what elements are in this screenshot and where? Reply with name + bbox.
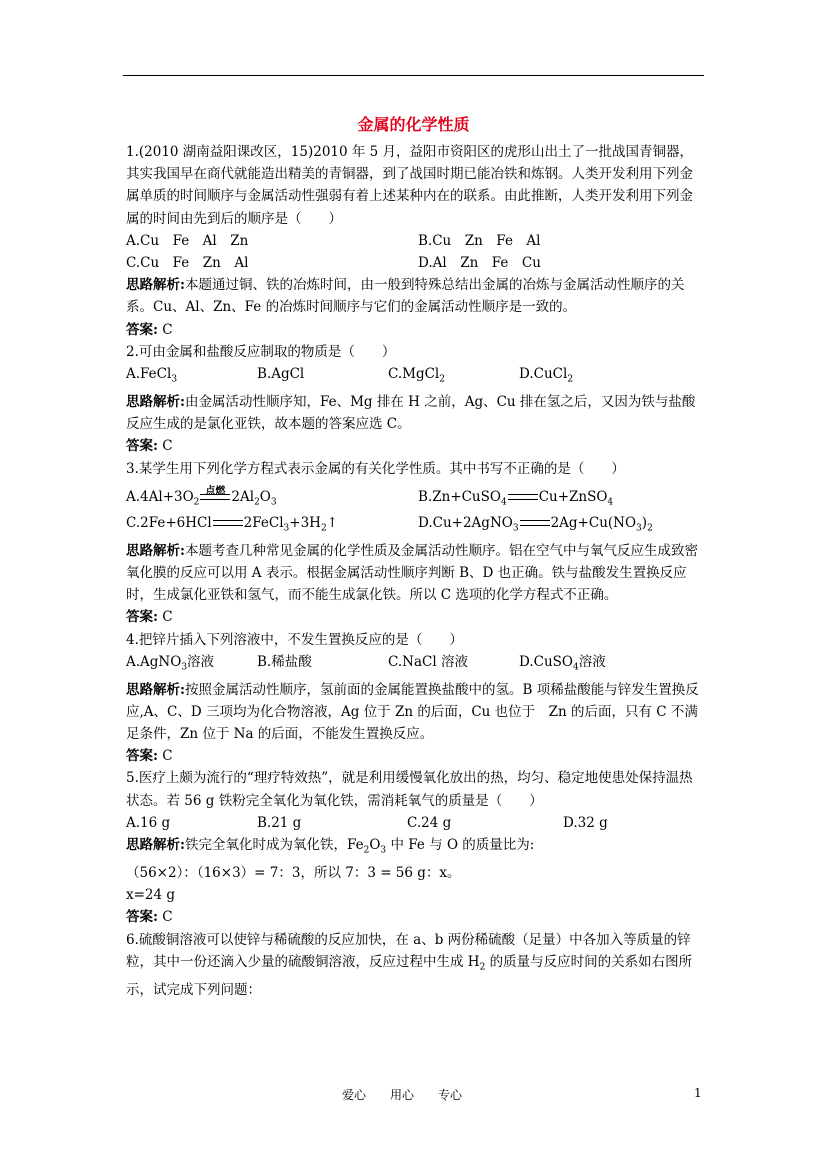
question-2: 2.可由金属和盐酸反应制取的物质是（ ）: [126, 343, 396, 360]
option-a: A.FeCl$_3$: [126, 366, 178, 385]
analysis-text: 按照金属活动性顺序，氢前面的金属能置换盐酸中的氢。B 项稀盐酸能与锌发生置换反应,A、C、D 三项均为化合物溶液，Ag 位于 Zn 的后面，Cu 也位于 Zn 的后面，只有 C 不满足条件，Zn 位于 Na 的后面，不能发生置换反应。: [126, 681, 699, 743]
question-2-options: [126, 363, 704, 391]
question-3-options-row2: [126, 514, 704, 540]
answer-label: 答案:: [126, 609, 158, 626]
analysis-text: 本题考查几种常见金属的化学性质及金属活动性顺序。铝在空气中与氧气反应生成致密氧化膜的反应可以用 A 表示。根据金属活动性顺序判断 B、D 也正确。铁与盐酸发生置换反应时，生成氯化亚铁和氢气，而不能生成氯化铁。所以 C 选项的化学方程式不正确。: [126, 542, 698, 604]
reaction-arrow: [520, 520, 550, 526]
analysis-label: 思路解析:: [126, 681, 185, 698]
option-a-equation: $A.4Al+3O_2$ 点燃 $2Al_2O_3$: [126, 486, 418, 514]
option-a: A.AgNO$_3$溶液: [126, 653, 215, 673]
question-5-options: [126, 812, 704, 834]
answer-label: 答案:: [126, 748, 158, 765]
analysis-5: 思路解析:铁完全氧化时成为氧化铁，$Fe_2O_3$ 中 Fe 与 O 的质量比为:: [126, 837, 535, 856]
answer-2: [126, 435, 704, 457]
header-rule: [123, 75, 704, 76]
answer-value: C: [157, 748, 173, 765]
analysis-label: 思路解析:: [126, 837, 185, 854]
option-d-equation: D.Cu+2AgNO$_3$ $2Ag+Cu(NO_3)_2$: [418, 514, 653, 534]
option-c-equation: C.2Fe+6HCl $2FeCl_3+3H_2↑$: [126, 514, 338, 534]
question-3: 3.某学生用下列化学方程式表示金属的有关化学性质。其中书写不正确的是（ ）: [126, 460, 625, 477]
option-b: B.21 g: [257, 814, 302, 831]
option-b: B.Cu Zn Fe Al: [418, 232, 541, 249]
answer-value: C: [157, 321, 173, 338]
answer-label: 答案:: [126, 438, 158, 455]
answer-value: C: [157, 609, 173, 626]
analysis-4: [126, 679, 704, 746]
option-b-equation: B.Zn+CuSO$_4$ Cu+ZnSO$_4$: [418, 488, 614, 508]
footer-motto: 爱心 用心 专心: [342, 1088, 463, 1102]
analysis-label: 思路解析:: [126, 542, 185, 559]
analysis-3: [126, 540, 704, 607]
question-1-options-row1: [126, 230, 704, 252]
answer-5: [126, 906, 704, 928]
page-title: 金属的化学性质: [357, 115, 470, 134]
option-d: D.32 g: [563, 814, 608, 831]
answer-label: 答案:: [126, 321, 158, 338]
option-d: D.CuCl$_2$: [519, 366, 574, 385]
reaction-arrow: [213, 520, 243, 526]
question-3-options-row1: [126, 486, 704, 514]
option-c: C.Cu Fe Zn Al: [126, 255, 249, 272]
answer-1: [126, 319, 704, 341]
analysis-1: [126, 274, 704, 318]
option-c: C.MgCl$_2$: [388, 366, 445, 385]
option-a: A.Cu Fe Al Zn: [126, 232, 249, 249]
analysis-label: 思路解析:: [126, 393, 185, 410]
question-1: 1.(2010 湖南益阳课改区，15)2010 年 5 月，益阳市资阳区的虎形山出土了一批战国青铜器，其实我国早在商代就能造出精美的青铜器，到了战国时期已能冶铁和炼钢。人类开发利用下列金属单质的时间顺序与金属活动性强弱有着上述某种内在的联系。由此推断，人类开发利用下列金属的时间由先到后的顺序是（ ）: [126, 144, 694, 227]
option-d: D.Al Zn Fe Cu: [418, 255, 541, 272]
calculation-line-2: x=24 g: [126, 887, 176, 904]
answer-3: [126, 606, 704, 628]
option-c: C.NaCl 溶液: [388, 653, 468, 670]
analysis-text: 由金属活动性顺序知，Fe、Mg 排在 H 之前，Ag、Cu 排在氢之后，又因为铁与盐酸反应生成的是氯化亚铁，故本题的答案应选 C。: [126, 393, 696, 433]
option-c: C.24 g: [407, 814, 452, 831]
option-a: A.16 g: [126, 814, 171, 831]
reaction-arrow: [508, 494, 538, 500]
answer-label: 答案:: [126, 909, 158, 926]
reaction-condition: 点燃: [205, 486, 226, 498]
question-5: 5.医疗上颇为流行的“理疗特效热”，就是利用缓慢氧化放出的热，均匀、稳定地使患处保持温热状态。若 56 g 铁粉完全氧化为氧化铁，需消耗氧气的质量是（ ）: [126, 770, 693, 809]
answer-value: C: [157, 438, 173, 455]
question-1-options-row2: [126, 252, 704, 274]
calculation-line-1: （56×2）：（16×3）= 7：3，所以 7：3 = 56 g：x。: [126, 864, 461, 881]
analysis-2: [126, 391, 704, 435]
option-b: B.AgCl: [257, 366, 305, 383]
answer-value: C: [157, 909, 173, 926]
analysis-text: 本题通过铜、铁的冶炼时间，由一般到特殊总结出金属的冶炼与金属活动性顺序的关系。Cu、Al、Zn、Fe 的冶炼时间顺序与它们的金属活动性顺序是一致的。: [126, 277, 685, 316]
question-4-options: [126, 651, 704, 679]
question-4: 4.把锌片插入下列溶液中，不发生置换反应的是（ ）: [126, 631, 463, 648]
document-body: [126, 141, 704, 1001]
page-number: 1: [694, 1086, 702, 1100]
option-b: B.稀盐酸: [257, 653, 312, 670]
option-d: D.CuSO$_4$溶液: [519, 653, 606, 673]
question-6: 6.硫酸铜溶液可以使锌与稀硫酸的反应加快，在 a、b 两份稀硫酸（足量）中各加入等质量的锌粒，其中一份还滴入少量的硫酸铜溶液，反应过程中生成 $H_2$ 的质量与反应时间的关系如右图所示，试完成下列问题：: [126, 931, 693, 998]
reaction-arrow: [200, 486, 230, 500]
analysis-label: 思路解析:: [126, 277, 185, 294]
answer-4: [126, 745, 704, 767]
